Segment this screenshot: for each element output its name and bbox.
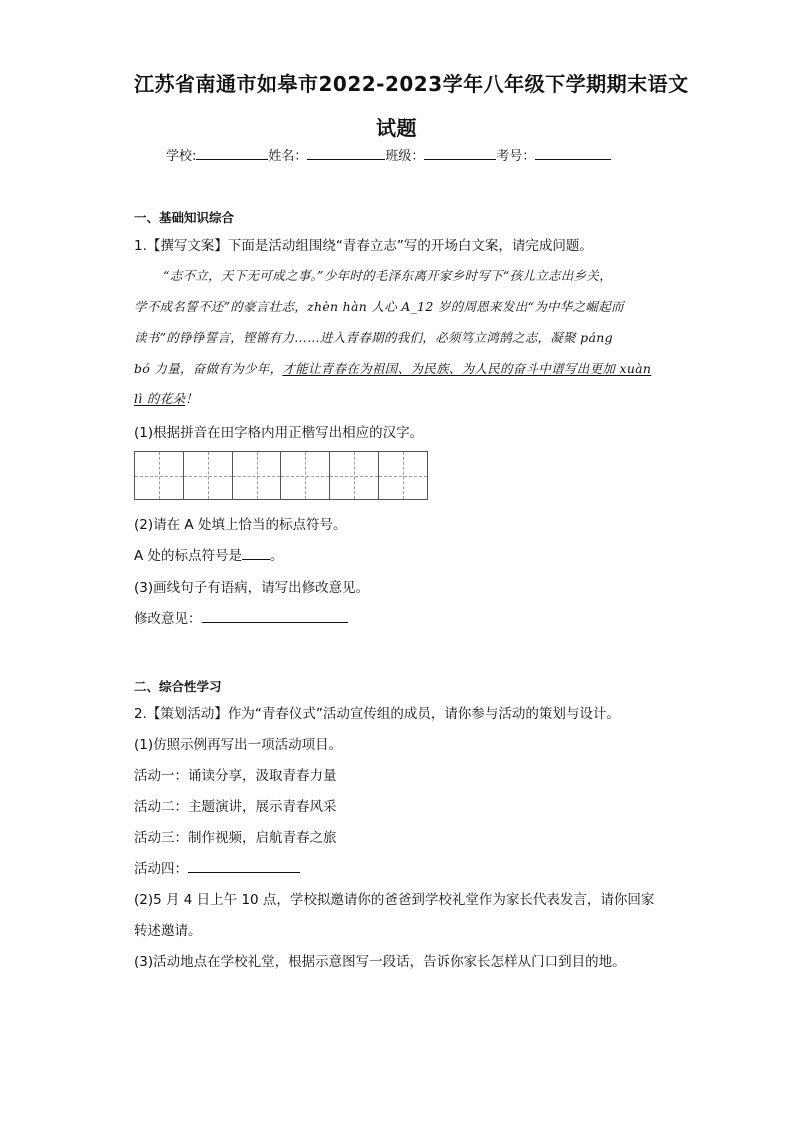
sub-question-1-2: (2)请在 A 处填上恰当的标点符号。 <box>134 517 347 533</box>
activity-item: 活动二：主题演讲，展示青春风采 <box>134 799 337 815</box>
exam-no-blank[interactable] <box>535 145 611 160</box>
question-1-stem: 1.【撰写文案】下面是活动组围绕“青春立志”写的开场白文案，请完成问题。 <box>134 238 593 254</box>
page-title-line2: 试题 <box>376 116 417 140</box>
answer-label: 修改意见： <box>134 611 202 627</box>
grid-cell[interactable] <box>184 452 233 499</box>
answer-line-punctuation <box>134 544 284 564</box>
passage-line: “志不立，天下无可成之事。”少年时的毛泽东离开家乡时写下“孩儿立志出乡关， <box>163 268 613 283</box>
exam-no-label: 考号： <box>496 149 536 164</box>
activity-item: 活动三：制作视频，启航青春之旅 <box>134 830 337 846</box>
passage-line <box>134 359 651 377</box>
passage-line <box>134 389 198 407</box>
answer-blank[interactable] <box>188 858 300 873</box>
answer-blank[interactable] <box>202 608 348 623</box>
answer-line-revision <box>134 607 348 627</box>
passage-line: 学不成名誓不还”的豪言壮志，zhèn hàn 人心 A_12 岁的周恩来发出“为中华之崛起而 <box>134 299 624 314</box>
passage-text: ！ <box>185 391 199 406</box>
answer-blank[interactable] <box>242 545 270 560</box>
activity-item-4 <box>134 857 300 877</box>
sub-question-2-2: (2)5 月 4 日上午 10 点，学校拟邀请你的爸爸到学校礼堂作为家长代表发言，请你回家 <box>134 892 655 908</box>
grid-cell[interactable] <box>330 452 379 499</box>
grid-cell[interactable] <box>135 452 184 499</box>
class-blank[interactable] <box>424 145 496 160</box>
page-title: 江苏省南通市如皋市2022-2023学年八年级下学期期末语文 <box>134 72 689 96</box>
answer-label: A 处的标点符号是 <box>134 548 243 564</box>
grid-cell[interactable] <box>281 452 330 499</box>
tianzige-grid <box>134 451 428 500</box>
passage-text: bó 力量，奋做有为少年， <box>134 361 283 376</box>
activity-label: 活动四： <box>134 861 188 877</box>
sub-question-1-1: (1)根据拼音在田字格内用正楷写出相应的汉字。 <box>134 425 424 441</box>
answer-end: 。 <box>270 548 284 564</box>
school-label: 学校: <box>166 149 197 164</box>
underlined-sentence: lì 的花朵 <box>134 391 186 406</box>
sub-question-2-3: (3)活动地点在学校礼堂，根据示意图写一段话，告诉你家长怎样从门口到目的地。 <box>134 954 626 970</box>
passage-line: 读书”的铮铮誓言，铿锵有力……进入青春期的我们，必须笃立鸿鹄之志，凝聚 páng <box>134 330 613 345</box>
sub-question-2-1: (1)仿照示例再写出一项活动项目。 <box>134 737 343 753</box>
section-heading-2: 二、综合性学习 <box>134 679 222 694</box>
student-info-row <box>166 145 611 164</box>
class-label: 班级： <box>385 149 425 164</box>
sub-question-2-2-cont: 转述邀请。 <box>134 923 202 939</box>
sub-question-1-3: (3)画线句子有语病，请写出修改意见。 <box>134 580 370 596</box>
name-blank[interactable] <box>307 145 385 160</box>
activity-item: 活动一：诵读分享，汲取青春力量 <box>134 768 337 784</box>
underlined-sentence: 才能让青春在为祖国、为民族、为人民的奋斗中谱写出更加 xuàn <box>282 361 652 376</box>
question-2-stem: 2.【策划活动】作为“青春仪式”活动宣传组的成员，请你参与活动的策划与设计。 <box>134 706 620 722</box>
school-blank[interactable] <box>196 145 268 160</box>
section-heading-1: 一、基础知识综合 <box>134 210 235 225</box>
name-label: 姓名： <box>268 149 308 164</box>
grid-cell[interactable] <box>233 452 282 499</box>
grid-cell[interactable] <box>379 452 427 499</box>
